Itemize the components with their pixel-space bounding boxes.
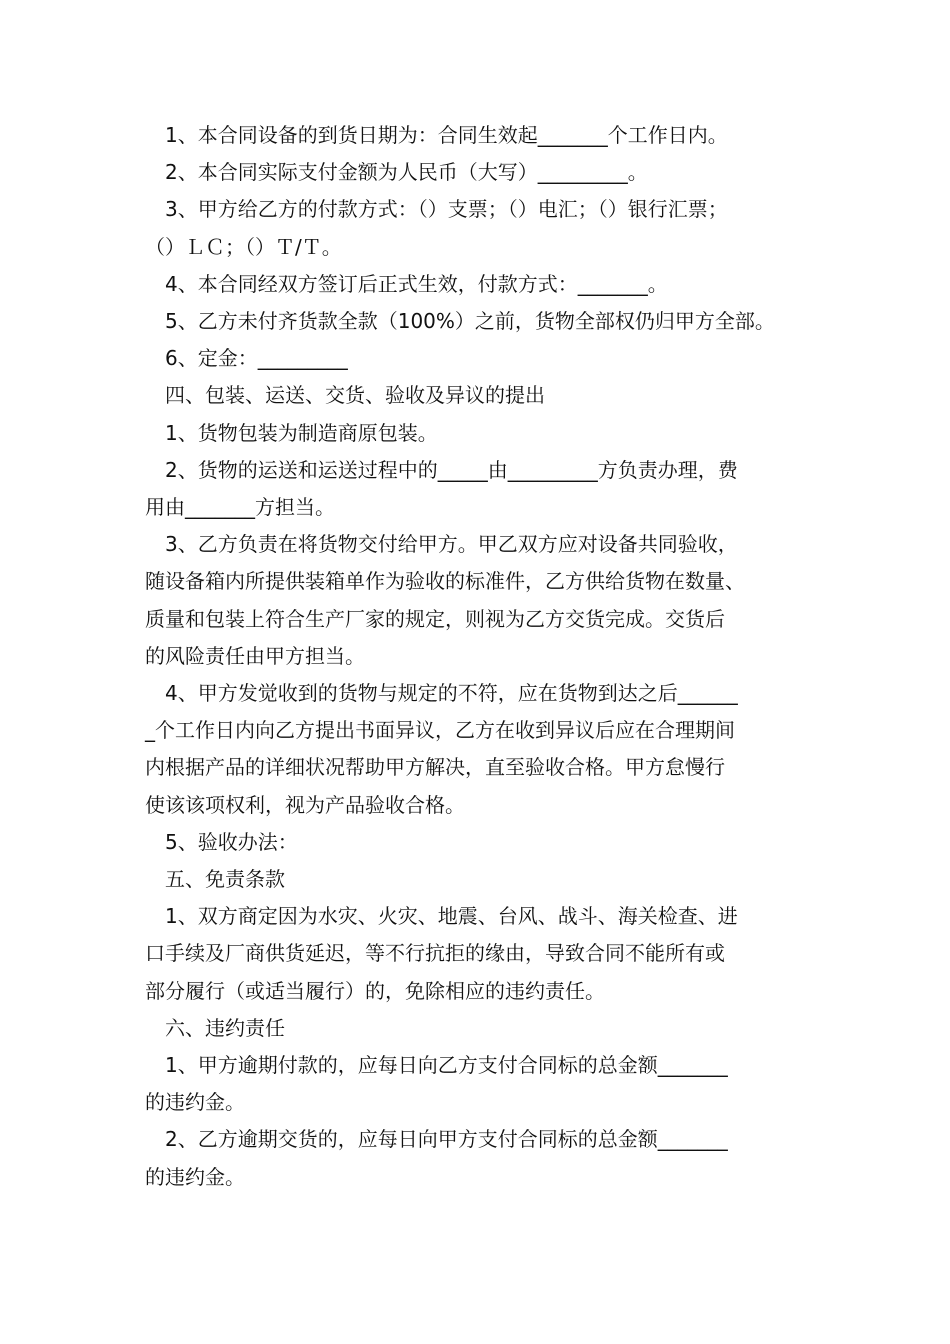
clause-delivery-date: 1、本合同设备的到货日期为：合同生效起_______个工作日内。 [165, 123, 728, 147]
clause-payment-amount: 2、本合同实际支付金额为人民币（大写）_________。 [165, 160, 648, 185]
clause-transport-cont: 用由_______方担当。 [145, 495, 335, 520]
clause-payment-method: 3、甲方给乙方的付款方式：（）支票；（）电汇；（）银行汇票； [165, 197, 728, 222]
clause-force-majeure-cont-2: 部分履行（或适当履行）的，免除相应的违约责任。 [145, 978, 605, 1003]
section-heading-liability: 六、违约责任 [165, 1015, 285, 1040]
clause-acceptance-cont-3: 的风险责任由甲方担当。 [145, 643, 365, 668]
clause-late-payment: 1、甲方逾期付款的，应每日向乙方支付合同标的总金额_______ [165, 1053, 728, 1078]
clause-effective: 4、本合同经双方签订后正式生效，付款方式：_______。 [165, 271, 668, 296]
clause-deposit: 6、定金：_________ [165, 346, 348, 371]
clause-acceptance-cont-2: 质量和包装上符合生产厂家的规定，则视为乙方交货完成。交货后 [145, 606, 725, 631]
clause-acceptance: 3、乙方负责在将货物交付给甲方。甲乙双方应对设备共同验收， [165, 532, 738, 557]
clause-objection-cont-3: 使该该项权利，视为产品验收合格。 [145, 792, 465, 817]
clause-force-majeure: 1、双方商定因为水灾、火灾、地震、台风、战斗、海关检查、进 [165, 904, 738, 929]
document-body [145, 117, 825, 1196]
clause-acceptance-cont-1: 随设备箱内所提供装箱单作为验收的标准件，乙方供给货物在数量、 [145, 569, 745, 594]
clause-payment-method-cont: （）ＬＣ；（）Ｔ/Ｔ。 [145, 234, 342, 259]
clause-acceptance-method: 5、验收办法： [165, 829, 298, 854]
clause-late-delivery: 2、乙方逾期交货的，应每日向甲方支付合同标的总金额_______ [165, 1127, 728, 1152]
clause-late-delivery-cont: 的违约金。 [145, 1164, 245, 1189]
clause-force-majeure-cont-1: 口手续及厂商供货延迟，等不行抗拒的缘由，导致合同不能所有或 [145, 941, 725, 966]
section-heading-exemption: 五、免责条款 [165, 867, 285, 892]
clause-packaging: 1、货物包装为制造商原包装。 [165, 420, 438, 445]
clause-objection: 4、甲方发觉收到的货物与规定的不符，应在货物到达之后______ [165, 681, 738, 706]
clause-ownership: 5、乙方未付齐货款全款（100%）之前，货物全部权仍归甲方全部。 [165, 309, 775, 334]
clause-objection-cont-1: _个工作日内向乙方提出书面异议，乙方在收到异议后应在合理期间 [145, 718, 735, 743]
clause-late-payment-cont: 的违约金。 [145, 1090, 245, 1115]
clause-transport: 2、货物的运送和运送过程中的_____由_________方负责办理，费 [165, 457, 738, 482]
clause-objection-cont-2: 内根据产品的详细状况帮助甲方解决，直至验收合格。甲方怠慢行 [145, 755, 725, 780]
section-heading-packaging: 四、包装、运送、交货、验收及异议的提出 [165, 383, 545, 408]
